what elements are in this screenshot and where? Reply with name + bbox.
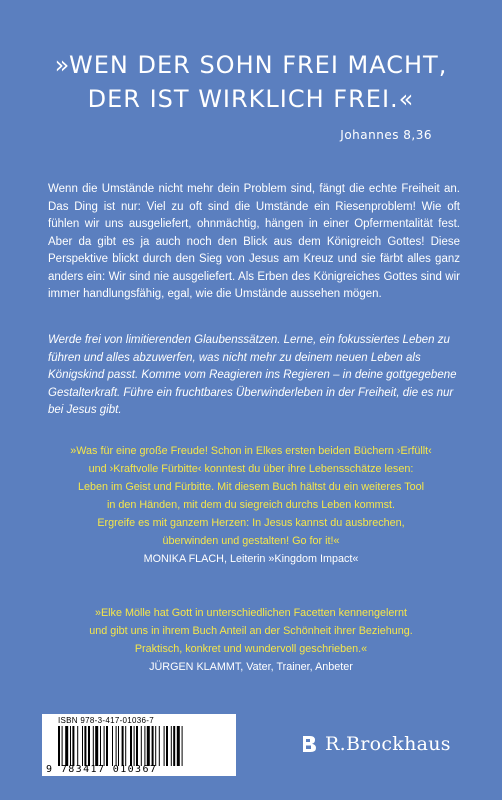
barcode-bar xyxy=(106,726,108,766)
blurb-paragraph-1: Wenn die Umstände nicht mehr dein Problem sind, fängt die echte Freiheit an. Das Ding ist nur: Viel zu oft sind die Umstände ein Riesenproblem! Wie oft fühlen wir uns ausgeliefert, ohnmächtig, hängen in einer Opfermentalität fest. Aber da gibt es ja auch noch den Blick aus dem Königreich Gottes! Diese Perspektive blickt durch den Sieg von Jesus am Kreuz und sie färbt alles ganz anders ein: Wir sind nie ausgeliefert. Als Erben des Königreiches Gottes sind wir immer handlungsfähig, egal, wie die Umstände aussehen mögen. xyxy=(48,183,460,300)
barcode-bar xyxy=(88,726,90,766)
barcode-bar xyxy=(166,726,168,766)
barcode-bar xyxy=(125,726,126,766)
barcode-bar xyxy=(93,726,94,766)
publisher-name: R.Brockhaus xyxy=(325,733,451,755)
barcode-bars xyxy=(58,726,224,766)
barcode-bar xyxy=(82,726,83,766)
barcode-bar xyxy=(155,726,156,766)
barcode-bar xyxy=(136,726,138,766)
barcode-bar xyxy=(95,726,98,766)
barcode-bar xyxy=(141,726,142,766)
barcode-bar xyxy=(177,726,180,766)
testimonial-line: Ergreife es mit ganzem Herzen: In Jesus kannst du ausbrechen, xyxy=(97,517,405,529)
testimonial-line: »Was für eine große Freude! Schon in Elkes ersten beiden Büchern ›Erfüllt‹ xyxy=(70,445,432,457)
barcode-bar xyxy=(77,726,78,766)
barcode-bar xyxy=(58,726,60,766)
barcode-bar xyxy=(118,726,119,766)
barcode-bar xyxy=(112,726,113,766)
testimonial-line: und ›Kraftvolle Fürbitte‹ konntest du über ihre Lebensschätze lesen: xyxy=(88,463,414,475)
barcode-bar xyxy=(122,726,124,766)
cover-quote xyxy=(0,48,502,116)
barcode-bar xyxy=(70,726,71,766)
isbn-label: ISBN 978-3-417-01036-7 xyxy=(58,716,154,725)
testimonial-line: und gibt uns in ihrem Buch Anteil an der Schönheit ihrer Beziehung. xyxy=(89,625,413,637)
blurb-paragraph-2: Werde frei von limitierenden Glaubenssätzen. Lerne, ein fokussiertes Leben zu führen und alles abzuwerfen, was nicht mehr zu deinem neuen Leben als Königskind passt. Komme vom Reagieren ins Regieren – in deine gottgegebene Gestalterkraft. Führe ein fruchtbares Überwinderleben in der Freiheit, die es nur bei Jesus gibt. xyxy=(48,334,457,416)
testimonial-2 xyxy=(0,604,502,676)
barcode-bar xyxy=(72,726,74,766)
barcode-bar xyxy=(116,726,117,766)
testimonial-author: MONIKA FLACH, Leiterin »Kingdom Impact« xyxy=(143,553,359,565)
testimonial-line: in den Händen, mit dem du siegreich durchs Leben kommst. xyxy=(106,499,396,511)
testimonial-author: JÜRGEN KLAMMT, Vater, Trainer, Anbeter xyxy=(149,661,353,673)
barcode-bar xyxy=(159,726,160,766)
barcode-bar xyxy=(104,726,105,766)
testimonial-line: »Elke Mölle hat Gott in unterschiedlichen Facetten kennengelernt xyxy=(94,607,408,619)
publisher-mark xyxy=(300,733,451,755)
barcode-bar xyxy=(144,726,145,766)
testimonial-line: Leben im Geist und Fürbitte. Mit diesem Buch hältst du ein weiteres Tool xyxy=(77,481,425,493)
quote-line-2: DER IST WIRKLICH FREI.« xyxy=(87,85,415,113)
barcode-bar xyxy=(171,726,172,766)
testimonial-line: Praktisch, konkret und wundervoll geschrieben.« xyxy=(134,643,368,655)
barcode-bar xyxy=(147,726,150,766)
brockhaus-b-logo-icon xyxy=(300,735,318,753)
barcode-bar xyxy=(130,726,132,766)
barcode-bar xyxy=(65,726,68,766)
barcode-bar xyxy=(84,726,86,766)
barcode-bar xyxy=(152,726,154,766)
barcode-bar xyxy=(62,726,63,766)
quote-line-1: »WEN DER SOHN FREI MACHT, xyxy=(54,51,448,79)
barcode-bar xyxy=(173,726,175,766)
isbn-barcode xyxy=(42,714,236,776)
quote-reference: Johannes 8,36 xyxy=(340,128,432,142)
barcode-bar xyxy=(134,726,135,766)
testimonial-line: überwinden und gestalten! Go for it!« xyxy=(162,535,340,547)
testimonial-1 xyxy=(0,442,502,568)
barcode-digits: 9 783417 010367 xyxy=(46,764,158,775)
barcode-bar xyxy=(164,726,165,766)
barcode-bar xyxy=(100,726,101,766)
barcode-bar xyxy=(182,726,183,766)
